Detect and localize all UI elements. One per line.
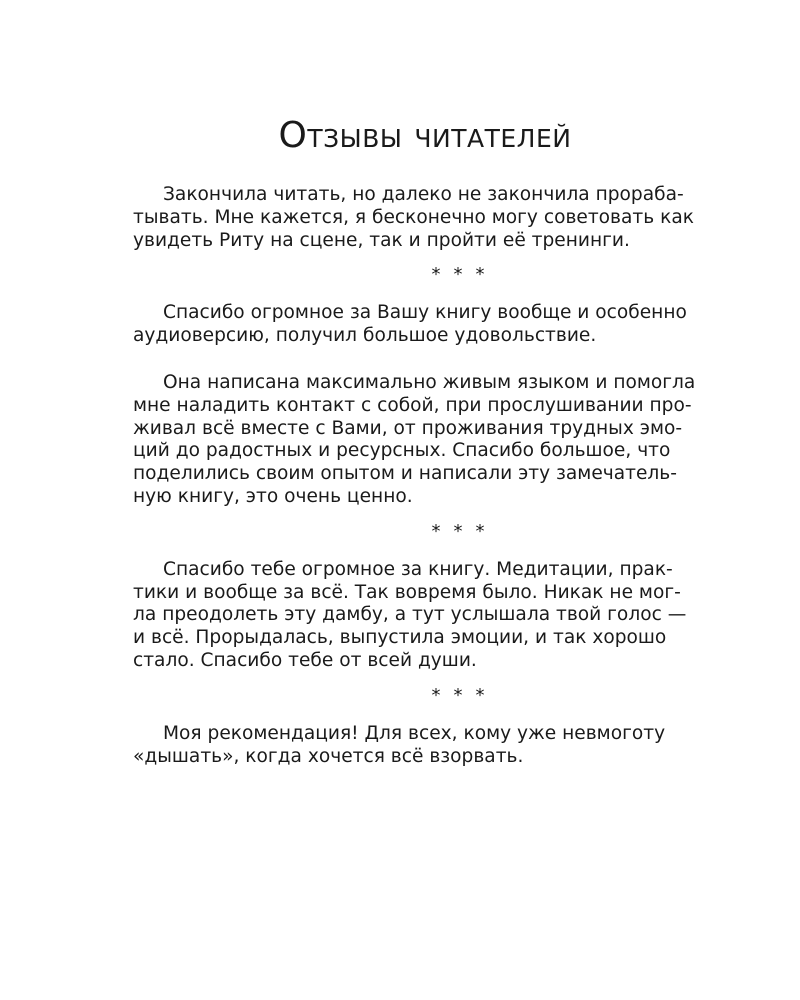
separator-star: * <box>453 264 463 286</box>
text-line: Она написана максимально живым языком и помогла <box>163 371 696 393</box>
text-line: живал всё вместе с Вами, от проживания трудных эмо- <box>133 417 683 439</box>
separator-star: * <box>475 264 485 286</box>
review-1 <box>133 184 717 252</box>
text-line: ную книгу, это очень ценно. <box>133 485 413 507</box>
text-line: мне наладить контакт с собой, при прослушивании про- <box>133 394 692 416</box>
review-4 <box>133 723 717 769</box>
review-paragraph <box>133 372 717 509</box>
text-line: тывать. Мне кажется, я бесконечно могу советовать как <box>133 206 694 228</box>
text-line: увидеть Риту на сцене, так и пройти её тренинги. <box>133 229 630 251</box>
text-line: стало. Спасибо тебе от всей души. <box>133 649 477 671</box>
text-line: Спасибо огромное за Вашу книгу вообще и особенно <box>163 302 687 324</box>
book-page <box>133 110 717 768</box>
text-line: поделились своим опытом и написали эту замечатель- <box>133 463 677 485</box>
section-separator <box>133 521 717 543</box>
text-line: тики и вообще за всё. Так вовремя было. Никак не мог- <box>133 581 681 603</box>
review-paragraph <box>133 184 717 252</box>
separator-star: * <box>431 264 441 286</box>
review-paragraph <box>133 559 717 673</box>
separator-star: * <box>453 684 463 706</box>
page-title: Отзывы читателей <box>278 115 572 156</box>
paragraph-gap <box>133 348 717 372</box>
text-line: ций до радостных и ресурсных. Спасибо большое, что <box>133 440 671 462</box>
text-line: ла преодолеть эту дамбу, а тут услышала твой голос — <box>133 604 687 626</box>
section-separator <box>133 685 717 707</box>
review-2 <box>133 302 717 508</box>
separator-star: * <box>431 520 441 542</box>
text-line: «дышать», когда хочется всё взорвать. <box>133 745 524 767</box>
separator-star: * <box>475 684 485 706</box>
separator-star: * <box>475 520 485 542</box>
text-line: аудиоверсию, получил большое удовольствие. <box>133 325 597 347</box>
text-line: Моя рекомендация! Для всех, кому уже невмоготу <box>163 722 666 744</box>
text-line: Закончила читать, но далеко не закончила прораба- <box>163 184 684 205</box>
review-paragraph <box>133 723 717 769</box>
section-separator <box>133 264 717 286</box>
review-paragraph <box>133 302 717 348</box>
separator-star: * <box>431 684 441 706</box>
text-line: и всё. Прорыдалась, выпустила эмоции, и так хорошо <box>133 627 667 649</box>
review-3 <box>133 559 717 673</box>
text-line: Спасибо тебе огромное за книгу. Медитации, прак- <box>163 558 673 580</box>
separator-star: * <box>453 520 463 542</box>
